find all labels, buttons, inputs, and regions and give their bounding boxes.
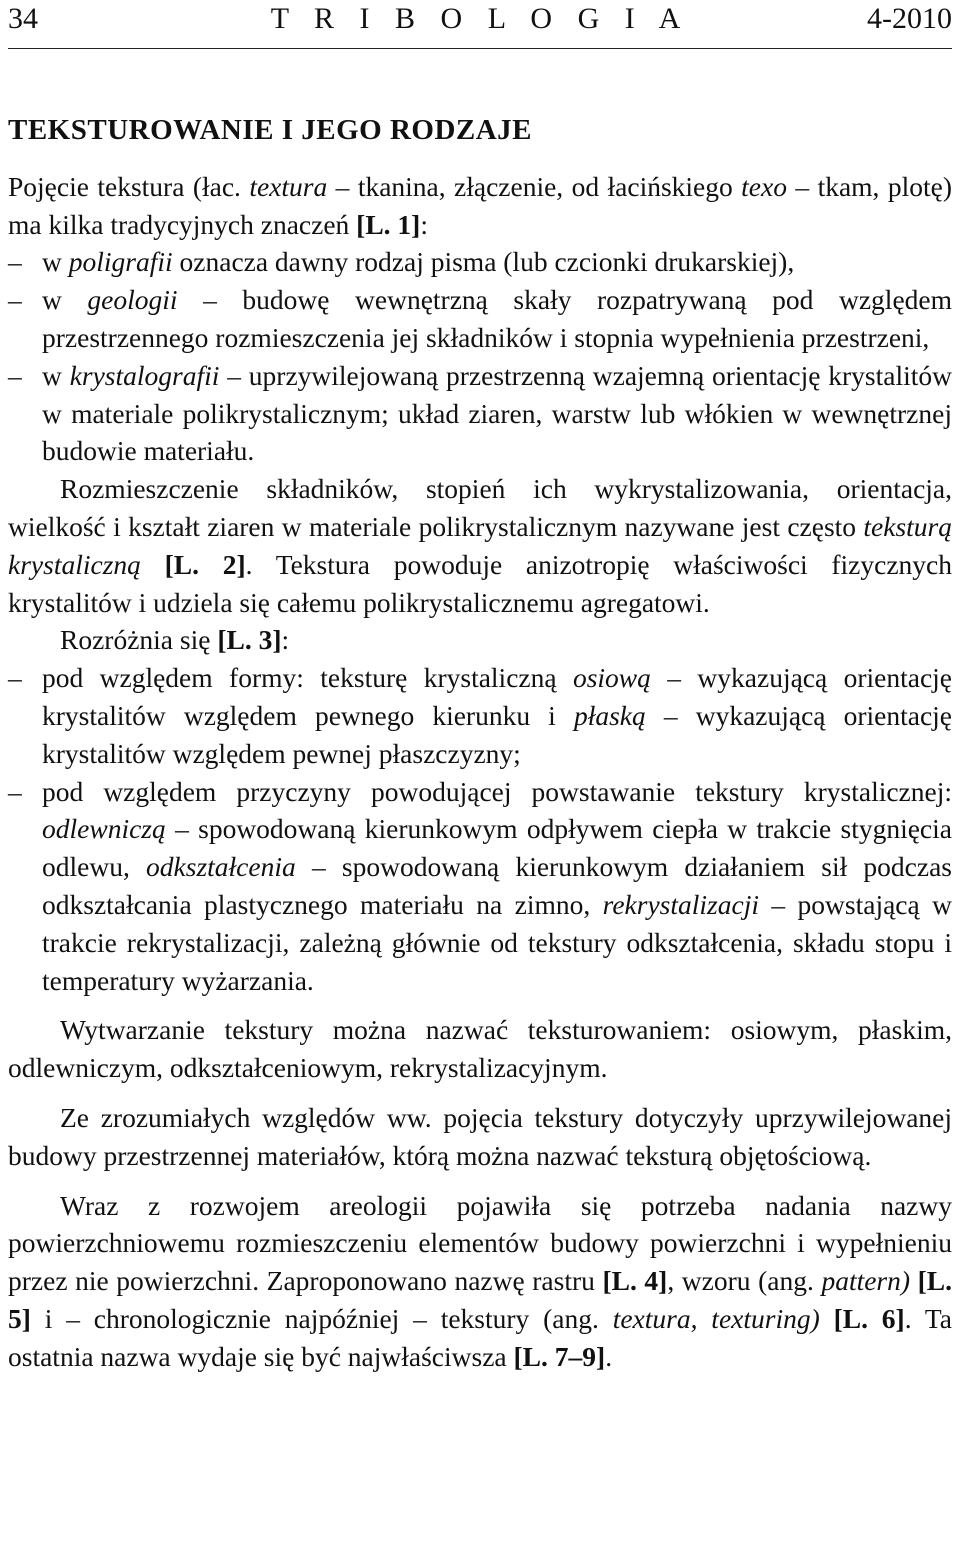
p2-space xyxy=(141,549,165,580)
term-odksztalcenia: odkształcenia xyxy=(146,851,296,883)
section-title: TEKSTUROWANIE I JEGO RODZAJE xyxy=(8,114,533,146)
term-plaska: płaską xyxy=(573,699,646,731)
meaning-term: poligrafii xyxy=(68,246,173,278)
p6-text-4: . Ta ostatnia nazwa wydaje się być najwłaściwsza xyxy=(8,1302,952,1372)
type-item-cause xyxy=(8,773,952,1000)
citation-ref: [L. 1] xyxy=(356,208,421,240)
running-header xyxy=(8,0,952,40)
p2-text-1: Rozmieszczenie składników, stopień ich wykrystalizowania, orientacja, wielkość i kształt ziaren w materiale polikrystalicznym nazywane jest często xyxy=(8,473,952,542)
term-rekrystalizacji: rekrystalizacji xyxy=(602,888,759,920)
list-dash: – xyxy=(8,246,22,278)
intro-text-4: : xyxy=(420,208,428,240)
p6-text-3: i – chronologicznie najpóźniej – tekstury (ang. xyxy=(30,1302,613,1334)
intro-text-2: – tkanina, złączenie, od łacińskiego xyxy=(327,170,742,202)
p6-text-2: , wzoru (ang. xyxy=(667,1265,822,1297)
meaning-text: – uprzywilejowaną przestrzenną wzajemną orientację krystalitów w materiale polikrystalicznym; układ ziaren, warstw lub włókien w wewnętrznej budowie materiału. xyxy=(42,359,952,467)
p6-text-1: Wraz z rozwojem areologii pojawiła się potrzeba nadania nazwy powierzchniowemu rozmieszczeniu elementów budowy powierzchni i wypełnieniu przez nie powierzchni. Zaproponowano nazwę rastru xyxy=(8,1189,952,1297)
meaning-text: oznacza dawny rodzaj pisma (lub czcionki drukarskiej), xyxy=(172,246,795,278)
meaning-term: krystalografii xyxy=(69,359,220,391)
page-number: 34 xyxy=(8,2,38,35)
type-item-form xyxy=(8,659,952,772)
term-odlewnicza: odlewniczą xyxy=(42,813,166,845)
list-dash: – xyxy=(8,284,22,316)
meaning-text: – budowę wewnętrzną skały rozpatrywaną pod względem przestrzennego rozmieszczenia jej składników i stopnia wypełnienia przestrzeni, xyxy=(42,284,952,353)
p2-text-2: . Tekstura powoduje anizotropię właściwości fizycznych krystalitów i udziela się całemu polikrystalicznemu agregatowi. xyxy=(8,548,953,618)
p6-text-5: . xyxy=(605,1340,613,1372)
type-text-1: pod względem formy: teksturę krystaliczną xyxy=(42,662,573,694)
citation-ref: [L. 5] xyxy=(8,1265,953,1334)
paragraph-volumetric: Ze zrozumiałych względów ww. pojęcia tekstury dotyczyły uprzywilejowanej budowy przestrzennej materiałów, którą można nazwać teksturą objętościową. xyxy=(8,1101,952,1171)
meaning-prefix: w xyxy=(42,359,70,391)
citation-ref: [L. 4] xyxy=(602,1265,668,1297)
issue-number: 4-2010 xyxy=(867,2,952,35)
citation-ref: [L. 6] xyxy=(833,1302,905,1334)
citation-ref: [L. 3] xyxy=(217,624,282,656)
intro-term-textura: textura xyxy=(249,170,328,202)
term-pattern: pattern) xyxy=(821,1265,911,1297)
article-body xyxy=(8,112,952,1376)
paragraph-crystal-texture xyxy=(8,470,952,621)
type-text-2: – wykazującą orientację krystalitów względem pewnego kierunku i xyxy=(42,662,953,731)
type-text-2: – spowodowaną kierunkowym odpływem ciepła w trakcie stygnięcia odlewu, xyxy=(42,813,952,883)
type-text-4: – powstającą w trakcie rekrystalizacji, zależną głównie od tekstury odkształcenia, składu stopu i temperatury wyżarzania. xyxy=(42,888,952,996)
list-dash: – xyxy=(8,662,22,694)
intro-term-texo: texo xyxy=(741,170,787,202)
header-rule xyxy=(8,48,952,49)
type-text-3: – wykazującą orientację krystalitów względem pewnej płaszczyzny; xyxy=(42,699,952,769)
p6-space-2 xyxy=(820,1303,834,1334)
list-dash: – xyxy=(8,359,22,391)
journal-title: T R I B O L O G I A xyxy=(270,2,690,35)
p3-text-1: Rozróżnia się xyxy=(60,624,218,656)
paragraph-areology xyxy=(8,1187,952,1376)
p6-space-1 xyxy=(910,1265,918,1296)
type-text-3: – spowodowaną kierunkowym działaniem sił podczas odkształcania plastycznego materiału na zimno, xyxy=(42,851,952,920)
citation-ref: [L. 2] xyxy=(164,548,246,580)
meaning-prefix: w xyxy=(42,284,88,316)
intro-paragraph xyxy=(8,168,952,244)
intro-text-1: Pojęcie tekstura (łac. xyxy=(8,170,250,202)
term-osiowa: osiową xyxy=(572,662,651,694)
paragraph-texturing: Wytwarzanie tekstury można nazwać teksturowaniem: osiowym, płaskim, odlewniczym, odkształceniowym, rekrystalizacyjnym. xyxy=(8,1014,952,1084)
meaning-prefix: w xyxy=(42,246,69,278)
type-text-1: pod względem przyczyny powodującej powstawanie tekstury krystalicznej: xyxy=(42,775,952,807)
list-dash: – xyxy=(8,775,22,807)
intro-text-3: – tkam, plotę) ma kilka tradycyjnych znaczeń xyxy=(8,170,952,240)
meaning-item-geologia xyxy=(8,281,952,357)
citation-ref: [L. 7–9] xyxy=(513,1340,606,1372)
meaning-item-poligrafia xyxy=(8,243,952,281)
term-tekstura-krystaliczna: teksturą krystaliczną xyxy=(8,510,952,580)
p3-text-2: : xyxy=(281,624,290,656)
meaning-item-krystalografia xyxy=(8,357,952,470)
term-textura-texturing: textura, texturing) xyxy=(612,1302,820,1334)
meaning-term: geologii xyxy=(87,284,178,316)
paragraph-distinguish xyxy=(8,621,952,659)
